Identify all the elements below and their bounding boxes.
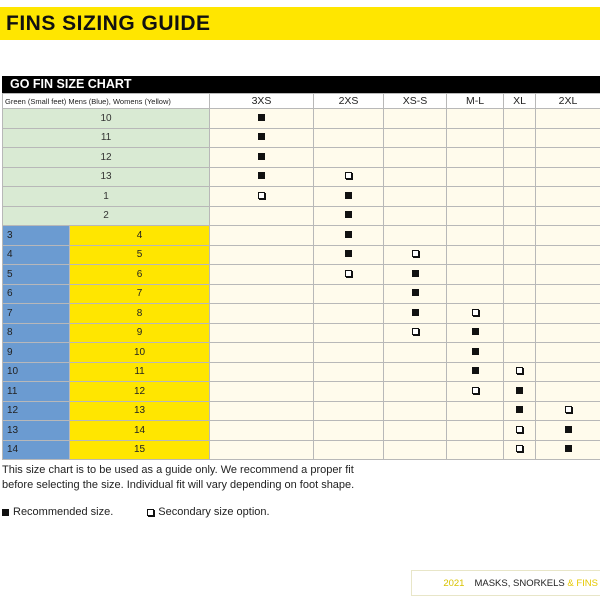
recommended-mark-icon — [258, 114, 265, 121]
size-cell-xs-s — [384, 343, 447, 363]
womens-size: 9 — [70, 323, 210, 343]
size-cell-3xs — [210, 382, 314, 402]
page-banner — [0, 7, 600, 40]
size-cell-2xl — [536, 343, 600, 363]
size-cell-xs-s — [384, 382, 447, 402]
size-cell-2xl — [536, 284, 600, 304]
size-cell-xs-s — [384, 226, 447, 246]
size-cell-xl — [504, 167, 536, 187]
recommended-mark-icon — [345, 211, 352, 218]
size-cell-m-l — [447, 148, 504, 168]
size-cell-m-l — [447, 245, 504, 265]
page-title: FINS SIZING GUIDE — [6, 11, 211, 35]
footer-category-group — [474, 578, 598, 589]
size-cell-xs-s — [384, 304, 447, 324]
womens-size: 7 — [70, 284, 210, 304]
size-cell-xl — [504, 187, 536, 207]
mens-size: 3 — [3, 226, 70, 246]
size-cell-3xs — [210, 343, 314, 363]
chart-title: GO FIN SIZE CHART — [2, 76, 600, 93]
size-cell-2xs — [314, 401, 384, 421]
small-feet-size: 11 — [3, 128, 210, 148]
size-header-m-l: M-L — [447, 94, 504, 109]
mens-size: 6 — [3, 284, 70, 304]
size-cell-xs-s — [384, 421, 447, 441]
size-header-2xs: 2XS — [314, 94, 384, 109]
size-cell-2xl — [536, 245, 600, 265]
footer-category-highlight: & FINS — [567, 577, 598, 589]
size-cell-xl — [504, 206, 536, 226]
size-cell-xs-s — [384, 265, 447, 285]
size-cell-2xs — [314, 109, 384, 129]
size-cell-2xl — [536, 148, 600, 168]
womens-size: 14 — [70, 421, 210, 441]
size-cell-2xs — [314, 265, 384, 285]
size-cell-xs-s — [384, 245, 447, 265]
size-cell-2xs — [314, 148, 384, 168]
size-cell-xl — [504, 440, 536, 460]
size-cell-xs-s — [384, 440, 447, 460]
size-cell-xl — [504, 382, 536, 402]
size-cell-m-l — [447, 323, 504, 343]
size-cell-3xs — [210, 421, 314, 441]
recommended-mark-icon — [516, 406, 523, 413]
size-header-xs-s: XS-S — [384, 94, 447, 109]
size-cell-3xs — [210, 362, 314, 382]
size-cell-2xs — [314, 206, 384, 226]
size-cell-xs-s — [384, 167, 447, 187]
secondary-mark-icon — [412, 250, 419, 257]
small-feet-size: 13 — [3, 167, 210, 187]
table-row — [3, 187, 600, 207]
size-cell-xl — [504, 362, 536, 382]
recommended-mark-icon — [516, 387, 523, 394]
size-cell-2xl — [536, 128, 600, 148]
size-cell-2xl — [536, 206, 600, 226]
page-footer — [411, 570, 600, 596]
size-cell-2xs — [314, 187, 384, 207]
size-cell-2xl — [536, 187, 600, 207]
small-feet-size: 12 — [3, 148, 210, 168]
size-cell-2xs — [314, 226, 384, 246]
recommended-mark-icon — [345, 231, 352, 238]
disclaimer-line: This size chart is to be used as a guide only. We recommend a proper fit — [2, 464, 354, 476]
size-cell-xl — [504, 323, 536, 343]
size-cell-xl — [504, 401, 536, 421]
recommended-mark-icon — [412, 270, 419, 277]
mens-size: 14 — [3, 440, 70, 460]
size-cell-2xs — [314, 382, 384, 402]
size-cell-2xl — [536, 382, 600, 402]
size-cell-xs-s — [384, 187, 447, 207]
size-cell-m-l — [447, 440, 504, 460]
secondary-mark-icon — [472, 387, 479, 394]
womens-size: 11 — [70, 362, 210, 382]
size-cell-3xs — [210, 187, 314, 207]
size-cell-m-l — [447, 401, 504, 421]
secondary-mark-icon — [516, 426, 523, 433]
size-cell-m-l — [447, 167, 504, 187]
small-feet-size: 1 — [3, 187, 210, 207]
table-row — [3, 421, 600, 441]
size-chart — [2, 76, 600, 460]
size-cell-xl — [504, 109, 536, 129]
table-row — [3, 401, 600, 421]
mens-size: 9 — [3, 343, 70, 363]
table-row — [3, 148, 600, 168]
size-cell-2xs — [314, 362, 384, 382]
size-cell-2xs — [314, 323, 384, 343]
recommended-mark-icon — [345, 192, 352, 199]
table-row — [3, 265, 600, 285]
mens-size: 5 — [3, 265, 70, 285]
size-header-2xl: 2XL — [536, 94, 600, 109]
recommended-mark-icon — [565, 445, 572, 452]
size-cell-2xs — [314, 343, 384, 363]
size-cell-xl — [504, 265, 536, 285]
size-cell-xl — [504, 421, 536, 441]
size-cell-2xl — [536, 167, 600, 187]
recommended-mark-icon — [412, 289, 419, 296]
legend-secondary — [147, 506, 269, 518]
recommended-mark-icon — [472, 348, 479, 355]
size-cell-m-l — [447, 265, 504, 285]
size-cell-xs-s — [384, 323, 447, 343]
size-cell-m-l — [447, 343, 504, 363]
size-cell-xs-s — [384, 109, 447, 129]
size-cell-2xl — [536, 304, 600, 324]
filled-square-icon — [2, 509, 9, 516]
size-cell-m-l — [447, 362, 504, 382]
size-cell-xs-s — [384, 401, 447, 421]
small-feet-size: 10 — [3, 109, 210, 129]
size-cell-2xl — [536, 421, 600, 441]
size-cell-m-l — [447, 284, 504, 304]
size-cell-xs-s — [384, 362, 447, 382]
size-cell-2xs — [314, 440, 384, 460]
size-cell-3xs — [210, 167, 314, 187]
table-row — [3, 206, 600, 226]
size-cell-3xs — [210, 323, 314, 343]
womens-size: 10 — [70, 343, 210, 363]
mens-size: 7 — [3, 304, 70, 324]
size-header-xl: XL — [504, 94, 536, 109]
footer-category: MASKS, SNORKELS — [474, 577, 565, 589]
size-cell-2xl — [536, 109, 600, 129]
womens-size: 5 — [70, 245, 210, 265]
secondary-mark-icon — [516, 445, 523, 452]
table-row — [3, 245, 600, 265]
size-cell-m-l — [447, 304, 504, 324]
size-cell-2xl — [536, 265, 600, 285]
size-cell-3xs — [210, 109, 314, 129]
size-table — [2, 93, 600, 460]
header-row — [3, 94, 600, 109]
size-cell-3xs — [210, 245, 314, 265]
size-cell-xs-s — [384, 284, 447, 304]
mens-size: 10 — [3, 362, 70, 382]
recommended-mark-icon — [565, 426, 572, 433]
secondary-mark-icon — [345, 270, 352, 277]
size-cell-m-l — [447, 421, 504, 441]
size-cell-3xs — [210, 148, 314, 168]
size-cell-2xs — [314, 245, 384, 265]
size-table-body — [3, 109, 600, 460]
size-cell-3xs — [210, 265, 314, 285]
size-cell-m-l — [447, 109, 504, 129]
size-cell-2xs — [314, 304, 384, 324]
womens-size: 6 — [70, 265, 210, 285]
table-row — [3, 167, 600, 187]
table-row — [3, 304, 600, 324]
legend-recommended — [2, 506, 113, 518]
size-cell-2xs — [314, 128, 384, 148]
disclaimer-line: before selecting the size. Individual fit will vary depending on foot shape. — [2, 479, 355, 491]
legend-secondary-label: Secondary size option. — [158, 506, 270, 518]
secondary-mark-icon — [412, 328, 419, 335]
mens-size: 8 — [3, 323, 70, 343]
size-cell-m-l — [447, 128, 504, 148]
small-feet-size: 2 — [3, 206, 210, 226]
table-row — [3, 284, 600, 304]
table-row — [3, 440, 600, 460]
womens-size: 15 — [70, 440, 210, 460]
secondary-mark-icon — [472, 309, 479, 316]
table-row — [3, 343, 600, 363]
secondary-mark-icon — [516, 367, 523, 374]
recommended-mark-icon — [472, 328, 479, 335]
size-cell-3xs — [210, 226, 314, 246]
size-cell-2xl — [536, 323, 600, 343]
size-cell-2xl — [536, 362, 600, 382]
size-cell-3xs — [210, 401, 314, 421]
recommended-mark-icon — [345, 250, 352, 257]
table-row — [3, 323, 600, 343]
size-cell-xl — [504, 304, 536, 324]
size-cell-2xs — [314, 284, 384, 304]
size-cell-3xs — [210, 440, 314, 460]
footer-year: 2021 — [443, 577, 465, 589]
table-row — [3, 382, 600, 402]
table-row — [3, 109, 600, 129]
size-cell-m-l — [447, 206, 504, 226]
size-cell-2xl — [536, 226, 600, 246]
womens-size: 12 — [70, 382, 210, 402]
secondary-mark-icon — [565, 406, 572, 413]
size-header-3xs: 3XS — [210, 94, 314, 109]
size-cell-xl — [504, 226, 536, 246]
size-cell-xl — [504, 343, 536, 363]
open-square-icon — [147, 509, 154, 516]
recommended-mark-icon — [258, 133, 265, 140]
size-cell-3xs — [210, 304, 314, 324]
recommended-mark-icon — [412, 309, 419, 316]
size-cell-xs-s — [384, 206, 447, 226]
size-cell-2xs — [314, 167, 384, 187]
size-cell-xl — [504, 284, 536, 304]
size-cell-xl — [504, 148, 536, 168]
mens-size: 12 — [3, 401, 70, 421]
size-cell-xs-s — [384, 148, 447, 168]
womens-size: 13 — [70, 401, 210, 421]
size-cell-3xs — [210, 206, 314, 226]
table-row — [3, 128, 600, 148]
size-cell-xs-s — [384, 128, 447, 148]
disclaimer-note — [2, 463, 422, 493]
size-cell-xl — [504, 245, 536, 265]
table-row — [3, 362, 600, 382]
size-cell-3xs — [210, 128, 314, 148]
recommended-mark-icon — [258, 153, 265, 160]
size-cell-3xs — [210, 284, 314, 304]
table-row — [3, 226, 600, 246]
mens-size: 13 — [3, 421, 70, 441]
size-cell-m-l — [447, 226, 504, 246]
size-cell-xl — [504, 128, 536, 148]
secondary-mark-icon — [258, 192, 265, 199]
size-cell-2xl — [536, 401, 600, 421]
size-cell-2xs — [314, 421, 384, 441]
row-label-header: Green (Small feet) Mens (Blue), Womens (Yellow) — [3, 94, 210, 109]
mens-size: 11 — [3, 382, 70, 402]
womens-size: 8 — [70, 304, 210, 324]
size-cell-m-l — [447, 187, 504, 207]
size-cell-m-l — [447, 382, 504, 402]
recommended-mark-icon — [258, 172, 265, 179]
legend-recommended-label: Recommended size. — [13, 506, 114, 518]
size-cell-2xl — [536, 440, 600, 460]
recommended-mark-icon — [472, 367, 479, 374]
legend — [2, 506, 270, 518]
womens-size: 4 — [70, 226, 210, 246]
secondary-mark-icon — [345, 172, 352, 179]
mens-size: 4 — [3, 245, 70, 265]
